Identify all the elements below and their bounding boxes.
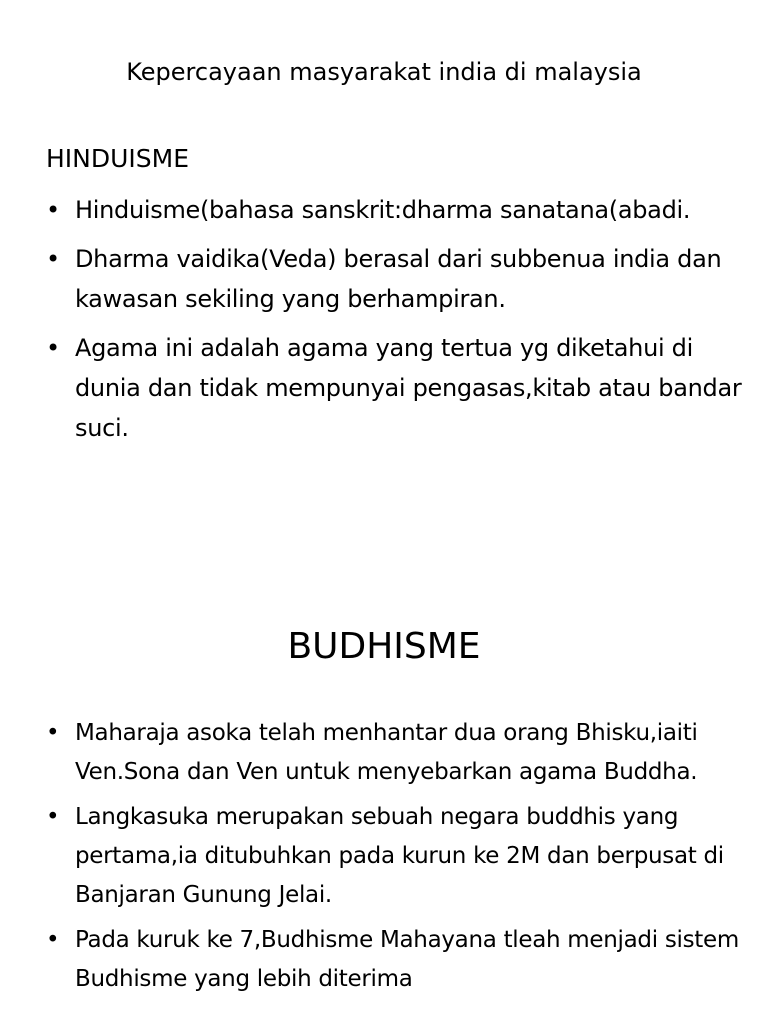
section-heading: HINDUISME xyxy=(46,144,190,173)
bullet-item xyxy=(46,328,746,448)
slide-title: BUDHISME xyxy=(287,626,481,667)
bullet-list xyxy=(46,714,746,1005)
bullet-icon: • xyxy=(46,245,60,273)
bullet-item xyxy=(46,798,746,915)
bullet-item xyxy=(46,714,746,792)
bullet-item xyxy=(46,921,746,999)
bullet-icon: • xyxy=(46,804,60,830)
bullet-text: Maharaja asoka telah menhantar dua orang Bhisku,iaiti Ven.Sona dan Ven untuk menyebarkan agama Buddha. xyxy=(75,720,698,785)
bullet-icon: • xyxy=(46,334,60,362)
bullet-list xyxy=(46,190,746,457)
bullet-text: Hinduisme(bahasa sanskrit:dharma sanatana(abadi. xyxy=(75,196,691,224)
bullet-text: Langkasuka merupakan sebuah negara buddhis yang pertama,ia ditubuhkan pada kurun ke 2M dan berpusat di Banjaran Gunung Jelai. xyxy=(75,804,724,908)
bullet-icon: • xyxy=(46,196,60,224)
bullet-icon: • xyxy=(46,927,60,953)
bullet-text: Dharma vaidika(Veda) berasal dari subbenua india dan kawasan sekiling yang berhampiran. xyxy=(75,245,722,313)
bullet-item xyxy=(46,239,746,319)
bullet-item xyxy=(46,190,746,230)
slide-title: Kepercayaan masyarakat india di malaysia xyxy=(126,58,642,86)
bullet-text: Agama ini adalah agama yang tertua yg diketahui di dunia dan tidak mempunyai pengasas,kitab atau bandar suci. xyxy=(75,334,742,442)
slide-budhisme xyxy=(0,600,768,1024)
bullet-icon: • xyxy=(46,720,60,746)
bullet-text: Pada kuruk ke 7,Budhisme Mahayana tleah menjadi sistem Budhisme yang lebih diterima xyxy=(75,927,739,992)
